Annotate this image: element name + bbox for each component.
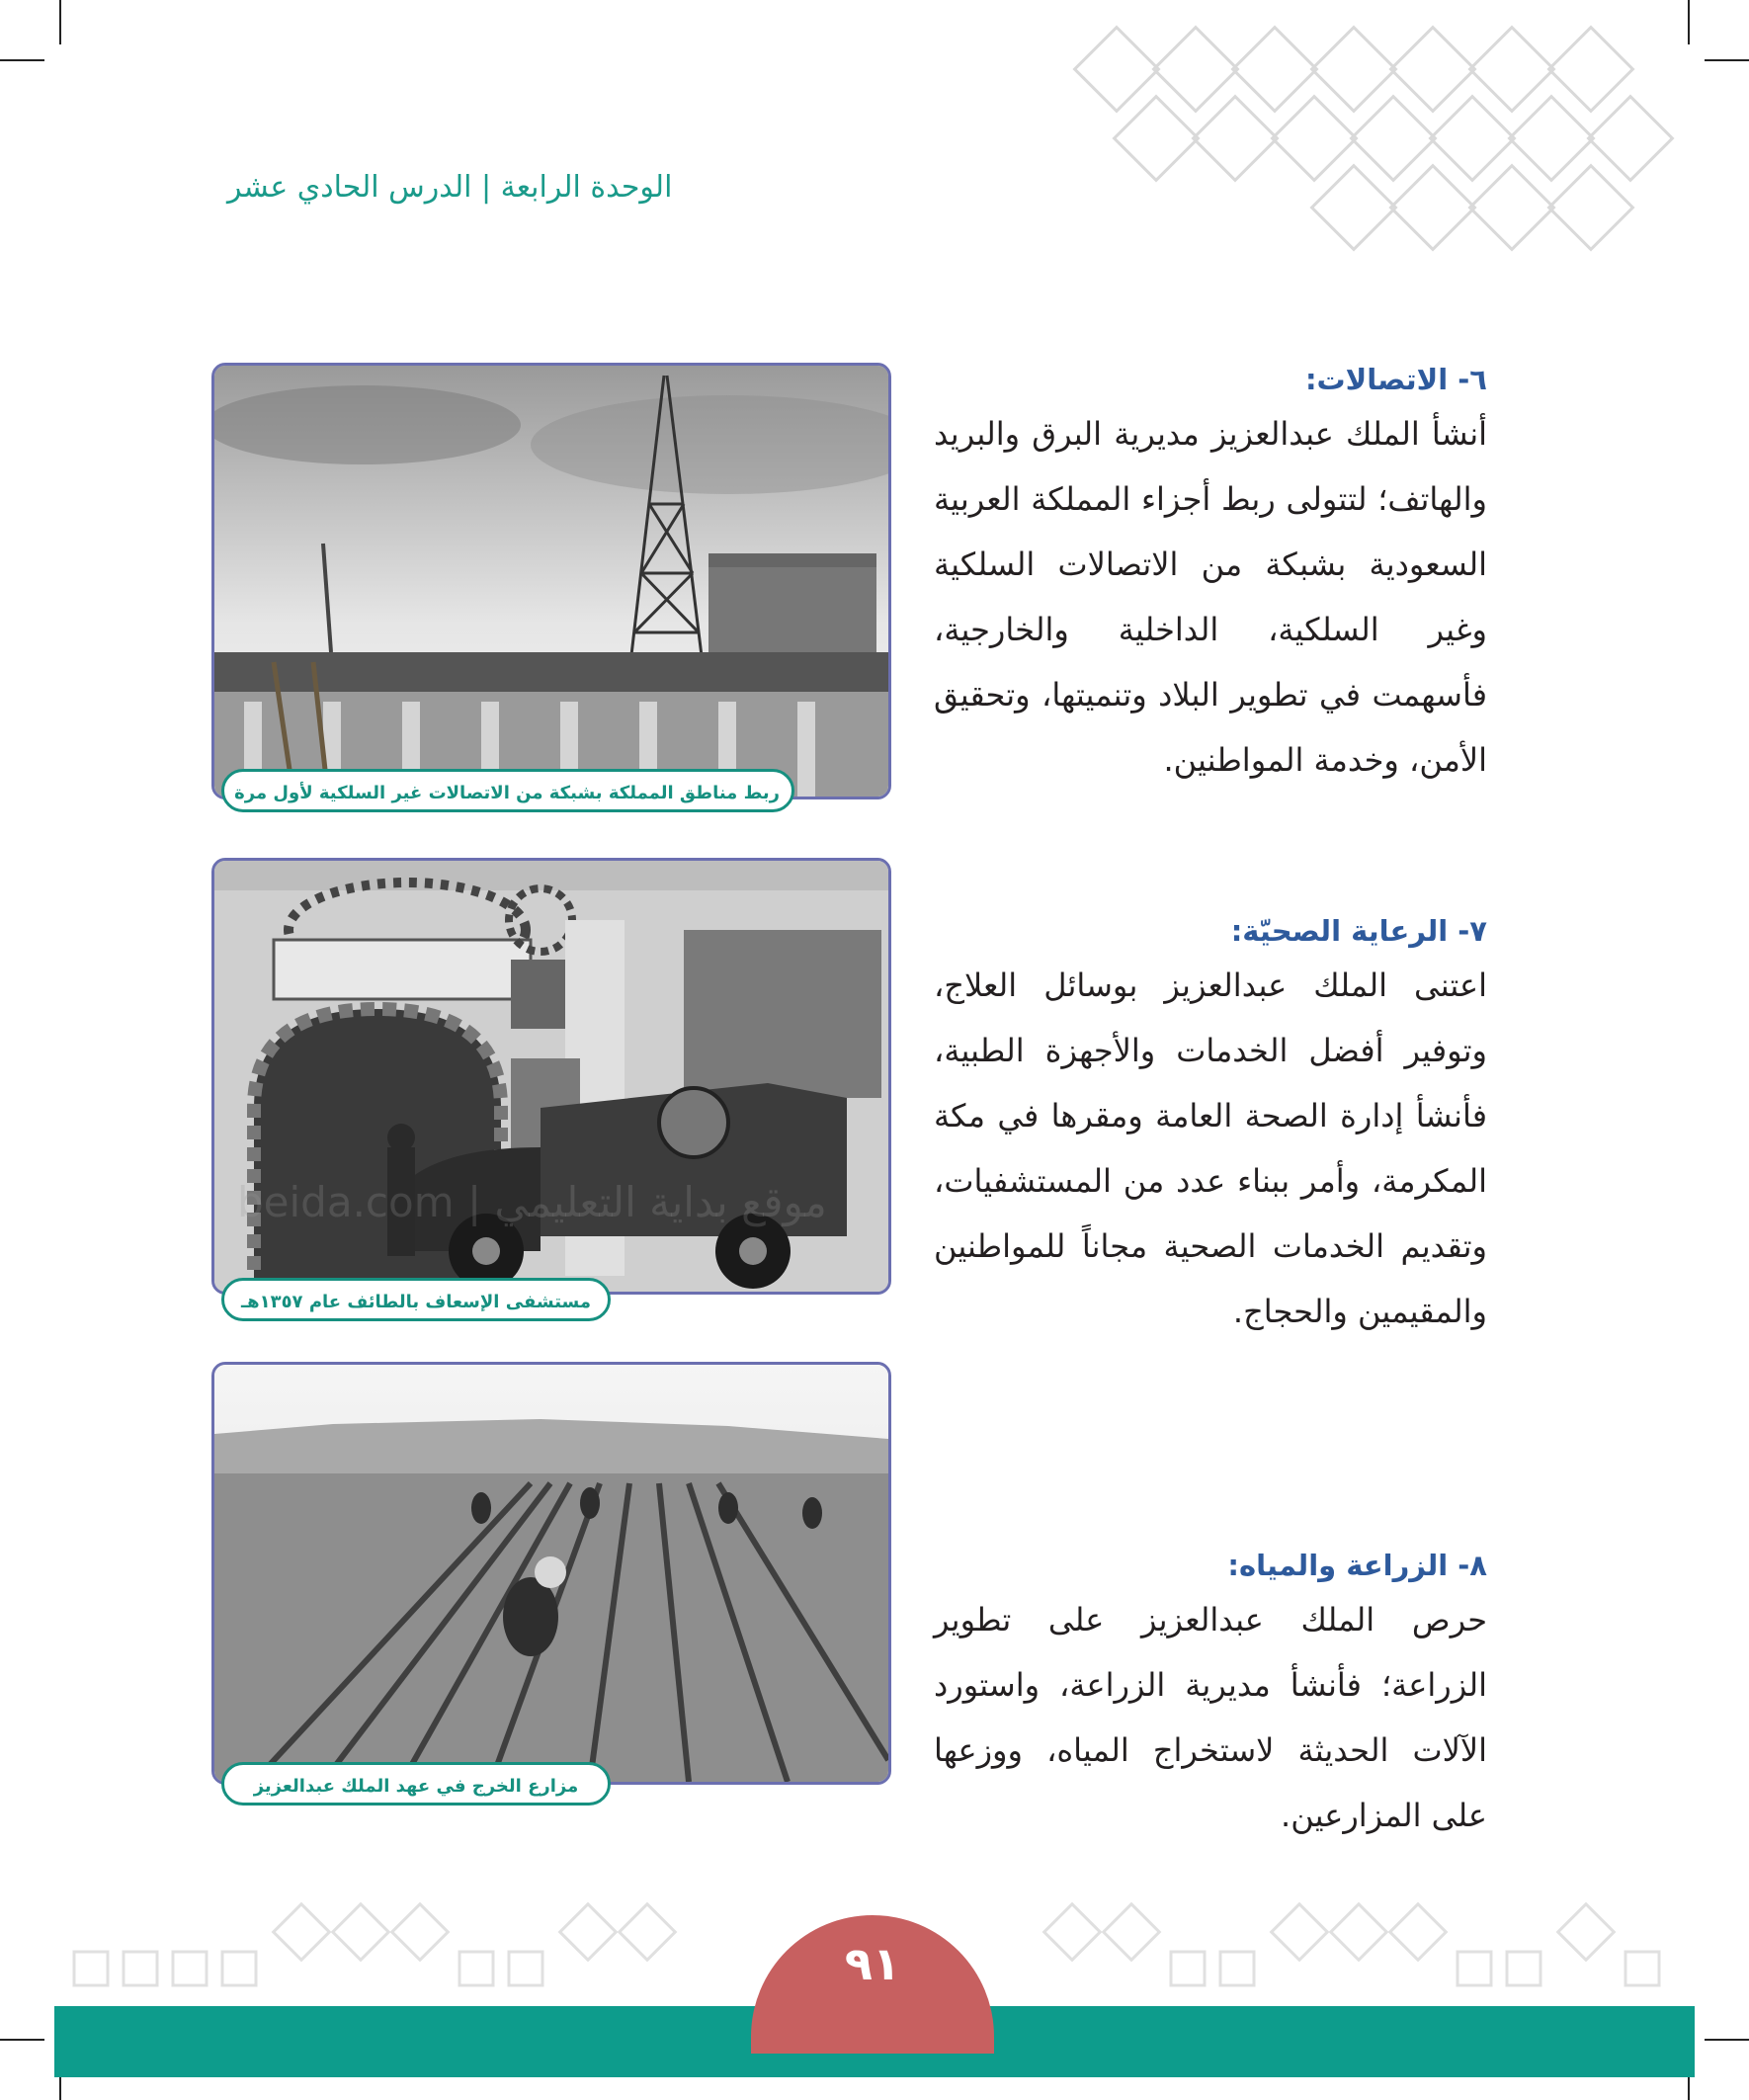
section-paragraph: أنشأ الملك عبدالعزيز مديرية البرق والبريد والهاتف؛ لتتولى ربط أجزاء المملكة العربية السعودية بشبكة من الاتصالات السلكية وغير السلكية، الداخلية والخارجية، فأسهمت في تطوير البلاد وتنميتها، وتحقيق الأمن، وخدمة المواطنين. [934, 415, 1487, 779]
section-agriculture [934, 1544, 1487, 1848]
section-heading: ٦- الاتصالات: [1304, 363, 1487, 396]
crop-mark [0, 59, 44, 61]
page-number: ٩١ [844, 1937, 901, 1990]
crop-mark [0, 2039, 44, 2041]
crop-mark [1705, 2039, 1749, 2041]
section-healthcare [934, 909, 1487, 1344]
photo-kharj-farms [211, 1362, 891, 1785]
photo-caption: مستشفى الإسعاف بالطائف عام ١٣٥٧هـ [221, 1278, 611, 1321]
section-heading: ٨- الزراعة والمياه: [1227, 1549, 1487, 1582]
photo-ambulance-hospital [211, 858, 891, 1295]
lesson-text-column [934, 909, 1487, 1344]
crop-mark [1705, 59, 1749, 61]
crop-mark [59, 0, 61, 44]
section-heading: ٧- الرعاية الصحيّة: [1230, 914, 1487, 948]
photo-caption: مزارع الخرج في عهد الملك عبدالعزيز [221, 1762, 611, 1806]
lesson-text-column [934, 358, 1487, 793]
watermark-text: beida.com | موقع بداية التعليمي [237, 1178, 827, 1226]
lesson-text-column [934, 1544, 1487, 1848]
corner-pattern-decoration [1028, 0, 1690, 296]
section-paragraph: حرص الملك عبدالعزيز على تطوير الزراعة؛ فأنشأ مديرية الزراعة، واستورد الآلات الحديثة لاستخراج المياه، ووزعها على المزارعين. [934, 1601, 1487, 1834]
section-paragraph: اعتنى الملك عبدالعزيز بوسائل العلاج، وتوفير أفضل الخدمات والأجهزة الطبية، فأنشأ إدارة الصحة العامة ومقرها في مكة المكرمة، وأمر ببناء عدد من المستشفيات، وتقديم الخدمات الصحية مجاناً للمواطنين والمقيمين والحجاج. [934, 966, 1487, 1330]
section-communications [934, 358, 1487, 793]
unit-lesson-header: الوحدة الرابعة | الدرس الحادي عشر [227, 170, 673, 205]
photo-caption: ربط مناطق المملكة بشبكة من الاتصالات غير السلكية لأول مرة [221, 769, 794, 812]
photo-radio-tower [211, 363, 891, 799]
